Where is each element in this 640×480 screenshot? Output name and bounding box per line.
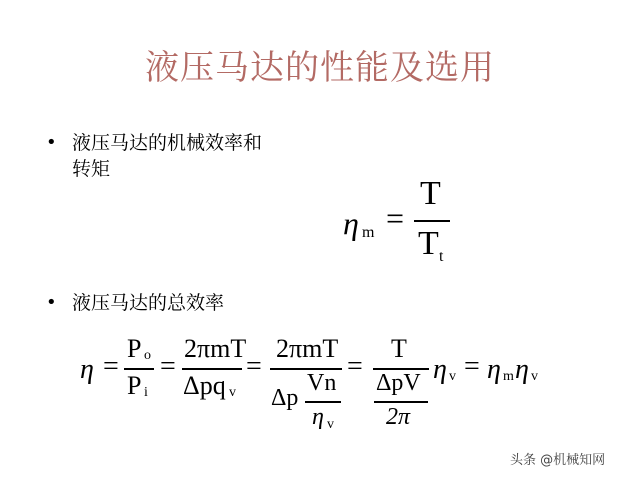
formula-eta-symbol: η	[343, 205, 359, 241]
formula-eta-symbol: η	[80, 354, 94, 385]
formula-equals: =	[246, 351, 262, 382]
formula-subscript: v	[229, 385, 236, 400]
formula-subscript: v	[531, 369, 538, 384]
formula-eta-symbol: η	[433, 354, 447, 385]
bullet-line: 转矩	[72, 158, 111, 180]
formula-numerator: T	[391, 334, 407, 363]
slide-title: 液压马达的性能及选用	[145, 48, 495, 88]
formula-numerator: T	[420, 175, 441, 212]
bullet-total-efficiency	[46, 290, 332, 316]
formula-numerator: 2πmT	[184, 334, 247, 363]
formula-inner-numerator: ΔpV	[376, 370, 421, 396]
formula-equals: =	[103, 351, 119, 382]
formula-subscript: v	[449, 369, 456, 384]
formula-eta-symbol: η	[515, 354, 529, 385]
formula-equals: =	[160, 351, 176, 382]
formula-denominator: P	[127, 371, 142, 400]
fraction-bar	[124, 368, 154, 370]
bullet-line: 液压马达的总效率	[72, 292, 225, 314]
formula-denominator: Δpq	[183, 371, 226, 400]
formula-subscript: o	[144, 348, 151, 363]
formula-numerator: P	[127, 334, 142, 363]
formula-denominator: T	[418, 225, 439, 262]
bullet-marker: •	[46, 292, 57, 313]
fraction-bar	[182, 368, 242, 370]
formula-equals: =	[347, 351, 363, 382]
formula-equals: =	[464, 351, 480, 382]
formula-equals: =	[386, 200, 405, 236]
fraction-bar	[374, 401, 428, 403]
bullet-line: 液压马达的机械效率和	[72, 132, 263, 154]
formula-subscript: m	[503, 369, 514, 384]
formula-inner-denominator: 2π	[386, 404, 411, 430]
watermark-text: 头条 @机械知网	[510, 453, 606, 468]
formula-subscript: m	[362, 224, 375, 241]
formula-eta-symbol: η	[487, 354, 501, 385]
bullet-marker: •	[46, 132, 57, 153]
formula-subscript: v	[327, 417, 334, 432]
fraction-bar	[414, 220, 450, 222]
formula-subscript: t	[439, 248, 444, 265]
formula-eta-symbol: η	[312, 404, 324, 430]
formula-subscript: i	[144, 385, 148, 400]
formula-inner-numerator: Vn	[307, 370, 337, 396]
bullet-mech-efficiency	[46, 130, 332, 182]
fraction-bar	[305, 401, 341, 403]
formula-numerator: 2πmT	[276, 334, 339, 363]
formula-denominator: Δp	[271, 385, 299, 411]
